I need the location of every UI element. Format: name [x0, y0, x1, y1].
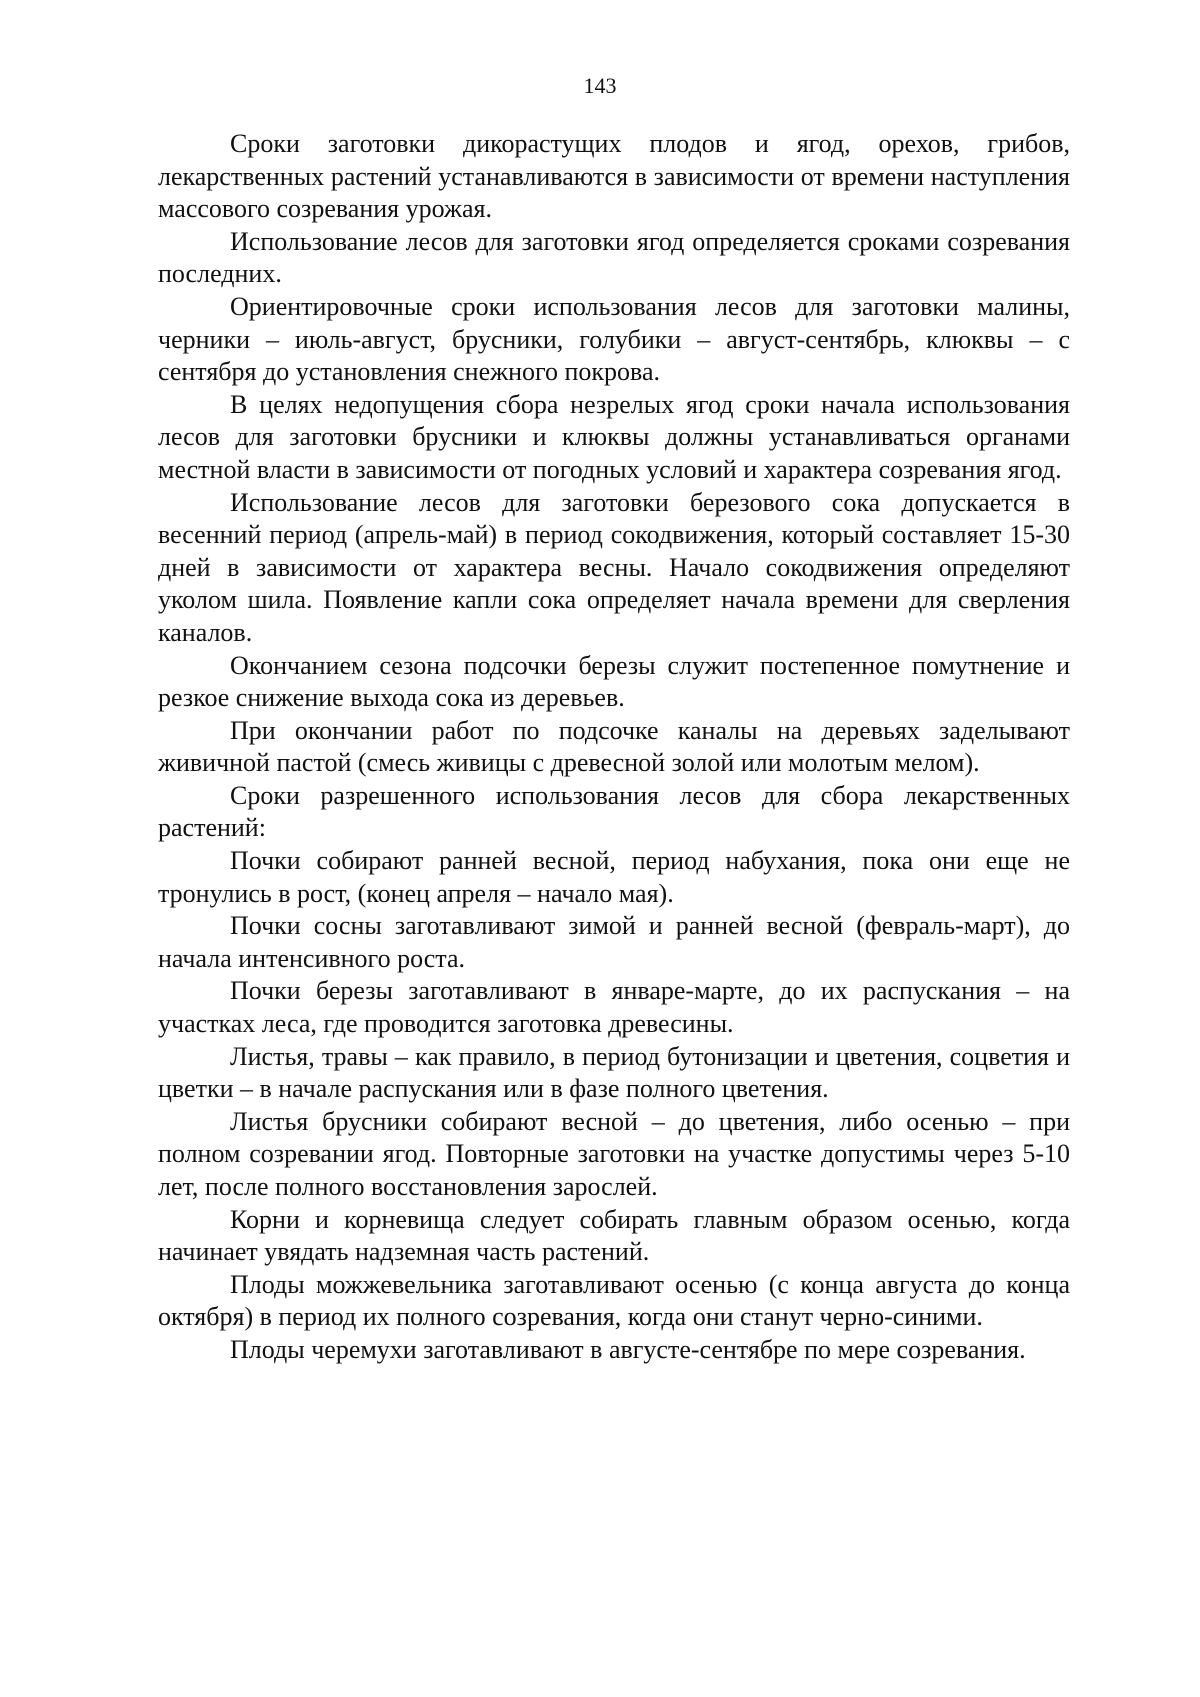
- paragraph: Использование лесов для заготовки ягод определяется сроками созревания последних.: [158, 226, 1070, 289]
- paragraph: Ориентировочные сроки использования лесов для заготовки малины, черники – июль-август, брусники, голубики – август-сентябрь, клюквы – с сентября до установления снежного покрова.: [158, 291, 1070, 387]
- paragraph: Корни и корневища следует собирать главным образом осенью, когда начинает увядать надземная часть растений.: [158, 1204, 1070, 1267]
- paragraph: Листья брусники собирают весной – до цветения, либо осенью – при полном созревании ягод. Повторные заготовки на участке допустимы через 5-10 лет, после полного восстановления зарослей.: [158, 1106, 1070, 1201]
- paragraph: Окончанием сезона подсочки березы служит постепенное помутнение и резкое снижение выхода сока из деревьев.: [158, 650, 1070, 713]
- paragraph: Сроки заготовки дикорастущих плодов и ягод, орехов, грибов, лекарственных растений устанавливаются в зависимости от времени наступления массового созревания урожая.: [158, 129, 1070, 224]
- paragraph: Использование лесов для заготовки березового сока допускается в весенний период (апрель-май) в период сокодвижения, который составляет 15-30 дней в зависимости от характера весны. Начало сокодвижения определяют уколом шила. Появление капли сока определяет начала времени для сверления каналов.: [158, 487, 1070, 647]
- paragraph: Листья, травы – как правило, в период бутонизации и цветения, соцветия и цветки – в начале распускания или в фазе полного цветения.: [158, 1041, 1070, 1104]
- paragraph: Почки сосны заготавливают зимой и ранней весной (февраль-март), до начала интенсивного роста.: [158, 911, 1070, 973]
- paragraph: Плоды можжевельника заготавливают осенью (с конца августа до конца октября) в период их полного созревания, когда они станут черно-синими.: [158, 1269, 1070, 1332]
- paragraph: Почки собирают ранней весной, период набухания, пока они еще не тронулись в рост, (конец апреля – начало мая).: [158, 846, 1070, 908]
- paragraph: Плоды черемухи заготавливают в августе-сентябре по мере созревания.: [230, 1334, 1026, 1364]
- page-number: 143: [583, 73, 617, 98]
- document-body: [158, 128, 1070, 1367]
- paragraph: При окончании работ по подсочке каналы на деревьях заделывают живичной пастой (смесь живицы с древесной золой или молотым мелом).: [158, 715, 1070, 778]
- paragraph: Почки березы заготавливают в январе-марте, до их распускания – на участках леса, где проводится заготовка древесины.: [158, 976, 1070, 1039]
- paragraph: В целях недопущения сбора незрелых ягод сроки начала использования лесов для заготовки брусники и клюквы должны устанавливаться органами местной власти в зависимости от погодных условий и характера созревания ягод.: [158, 389, 1070, 484]
- paragraph: Сроки разрешенного использования лесов для сбора лекарственных растений:: [158, 780, 1070, 843]
